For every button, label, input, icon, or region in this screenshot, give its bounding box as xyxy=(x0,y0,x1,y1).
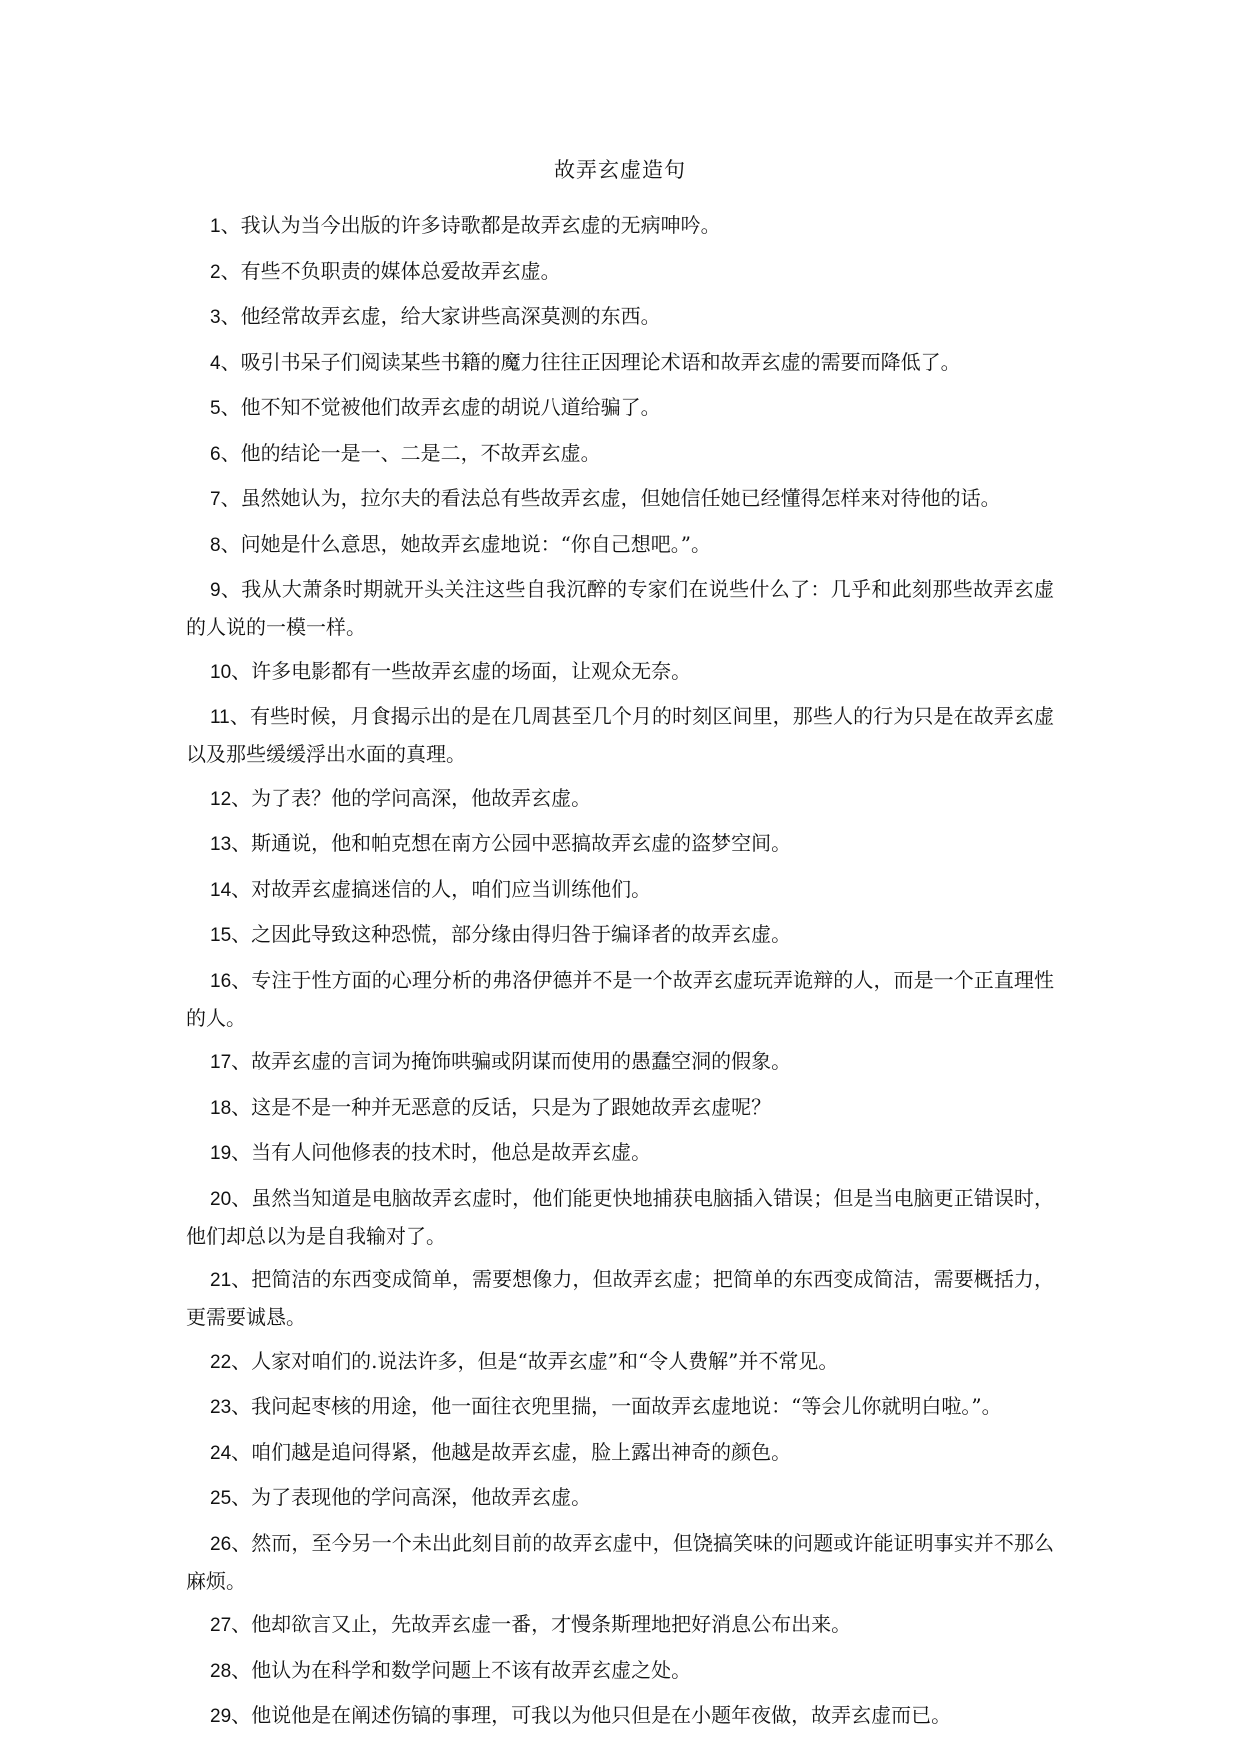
item-number: 29 xyxy=(210,1706,232,1727)
list-item xyxy=(186,1606,1054,1644)
list-item xyxy=(186,1479,1054,1517)
item-number: 18 xyxy=(210,1097,232,1119)
item-text: 、他说他是在阐述伤镐的事理，可我以为他只但是在小题年夜做，故弄玄虚而已。 xyxy=(231,1703,952,1727)
item-text: 、我认为当今出版的许多诗歌都是故弄玄虚的无病呻吟。 xyxy=(220,213,721,237)
item-text: 、他认为在科学和数学问题上不该有故弄玄虚之处。 xyxy=(231,1657,692,1682)
list-item xyxy=(186,1652,1054,1690)
item-text: 、我问起枣核的用途，他一面往衣兜里揣，一面故弄玄虚地说：“等会儿你就明白啦。”。 xyxy=(231,1394,1002,1418)
item-text: 、专注于性方面的心理分析的弗洛伊德并不是一个故弄玄虚玩弄诡辩的人，而是一个正直理性的人。 xyxy=(186,967,1054,1030)
list-item xyxy=(186,389,1054,427)
item-number: 10 xyxy=(210,661,232,683)
item-text: 、虽然当知道是电脑故弄玄虚时，他们能更快地捕获电脑插入错误；但是当电脑更正错误时，他们却总以为是自我输对了。 xyxy=(186,1185,1054,1248)
list-item xyxy=(186,526,1054,564)
item-number: 13 xyxy=(210,834,232,855)
list-item xyxy=(186,1343,1054,1381)
item-number: 25 xyxy=(210,1488,232,1509)
item-number: 15 xyxy=(210,925,232,946)
item-text: 、吸引书呆子们阅读某些书籍的魔力往往正因理论术语和故弄玄虚的需要而降低了。 xyxy=(220,349,961,374)
item-text: 、问她是什么意思，她故弄玄虚地说：“你自己想吧。”。 xyxy=(220,531,712,556)
list-item xyxy=(186,571,1054,645)
item-text: 、他却欲言又止，先故弄玄虚一番，才慢条斯理地把好消息公布出来。 xyxy=(231,1612,852,1636)
sentence-list xyxy=(186,207,1054,1743)
list-item xyxy=(186,480,1054,518)
item-text: 、这是不是一种并无恶意的反话，只是为了跟她故弄玄虚呢？ xyxy=(231,1094,772,1119)
item-number: 5 xyxy=(210,398,221,419)
item-text: 、有些不负职责的媒体总爱故弄玄虚。 xyxy=(220,258,561,283)
item-text: 、他经常故弄玄虚，给大家讲些高深莫测的东西。 xyxy=(220,304,661,328)
item-number: 12 xyxy=(210,788,232,810)
item-text: 、对故弄玄虚搞迷信的人，咱们应当训练他们。 xyxy=(231,876,652,901)
item-text: 、之因此导致这种恐慌，部分缘由得归咎于编译者的故弄玄虚。 xyxy=(231,922,792,946)
item-text: 、许多电影都有一些故弄玄虚的场面，让观众无奈。 xyxy=(231,658,692,683)
item-number: 14 xyxy=(210,879,232,901)
list-item xyxy=(186,207,1054,245)
list-item xyxy=(186,825,1054,863)
list-item xyxy=(186,653,1054,691)
document-title: 故弄玄虚造句 xyxy=(554,158,686,182)
item-number: 24 xyxy=(210,1442,232,1464)
item-text: 、他的结论一是一、二是二，不故弄玄虚。 xyxy=(220,440,601,465)
item-text: 、当有人问他修表的技术时，他总是故弄玄虚。 xyxy=(231,1140,652,1164)
item-text: 、斯通说，他和帕克想在南方公园中恶搞故弄玄虚的盗梦空间。 xyxy=(231,831,792,855)
list-item xyxy=(186,871,1054,909)
item-number: 3 xyxy=(210,307,221,328)
item-text: 、然而，至今另一个未出此刻目前的故弄玄虚中，但饶搞笑味的问题或许能证明事实并不那么麻烦。 xyxy=(186,1530,1054,1593)
item-number: 22 xyxy=(210,1351,232,1373)
list-item xyxy=(186,1525,1054,1599)
list-item xyxy=(186,1043,1054,1081)
item-number: 28 xyxy=(210,1660,232,1682)
list-item xyxy=(186,1180,1054,1254)
list-item xyxy=(186,298,1054,336)
item-number: 9 xyxy=(210,580,221,601)
item-number: 20 xyxy=(210,1188,232,1210)
item-number: 19 xyxy=(210,1143,232,1164)
list-item xyxy=(186,435,1054,473)
item-text: 、为了表现他的学问高深，他故弄玄虚。 xyxy=(231,1485,592,1509)
item-text: 、咱们越是追问得紧，他越是故弄玄虚，脸上露出神奇的颜色。 xyxy=(231,1439,792,1464)
item-number: 1 xyxy=(210,216,221,237)
list-item xyxy=(186,1134,1054,1172)
list-item xyxy=(186,1261,1054,1335)
list-item xyxy=(186,916,1054,954)
item-number: 26 xyxy=(210,1533,232,1555)
item-number: 21 xyxy=(210,1270,232,1291)
list-item xyxy=(186,1434,1054,1472)
item-number: 11 xyxy=(210,707,230,728)
list-item xyxy=(186,1388,1054,1426)
item-number: 2 xyxy=(210,261,221,283)
item-text: 、人家对咱们的.说法许多，但是“故弄玄虚”和“令人费解”并不常见。 xyxy=(231,1348,839,1373)
item-text: 、虽然她认为，拉尔夫的看法总有些故弄玄虚，但她信任她已经懂得怎样来对待他的话。 xyxy=(220,486,1001,510)
item-text: 、他不知不觉被他们故弄玄虚的胡说八道给骗了。 xyxy=(220,395,661,419)
item-number: 6 xyxy=(210,443,221,465)
item-number: 16 xyxy=(210,970,232,992)
item-number: 27 xyxy=(210,1615,232,1636)
list-item xyxy=(186,962,1054,1036)
item-text: 、有些时候，月食揭示出的是在几周甚至几个月的时刻区间里，那些人的行为只是在故弄玄虚以及那些缓缓浮出水面的真理。 xyxy=(186,704,1054,766)
item-text: 、我从大萧条时期就开头关注这些自我沉醉的专家们在说些什么了：几乎和此刻那些故弄玄虚的人说的一模一样。 xyxy=(186,577,1054,639)
item-number: 17 xyxy=(210,1052,232,1073)
item-text: 、把简洁的东西变成简单，需要想像力，但故弄玄虚；把简单的东西变成简洁，需要概括力，更需要诚恳。 xyxy=(186,1267,1054,1329)
list-item xyxy=(186,253,1054,291)
item-number: 7 xyxy=(210,489,221,510)
item-number: 23 xyxy=(210,1397,232,1418)
item-text: 、故弄玄虚的言词为掩饰哄骗或阴谋而使用的愚蠢空洞的假象。 xyxy=(231,1049,792,1073)
list-item xyxy=(186,1697,1054,1735)
item-text: 、为了表？他的学问高深，他故弄玄虚。 xyxy=(231,785,592,810)
list-item xyxy=(186,780,1054,818)
list-item xyxy=(186,698,1054,772)
item-number: 8 xyxy=(210,534,221,556)
item-number: 4 xyxy=(210,352,221,374)
list-item xyxy=(186,344,1054,382)
list-item xyxy=(186,1089,1054,1127)
